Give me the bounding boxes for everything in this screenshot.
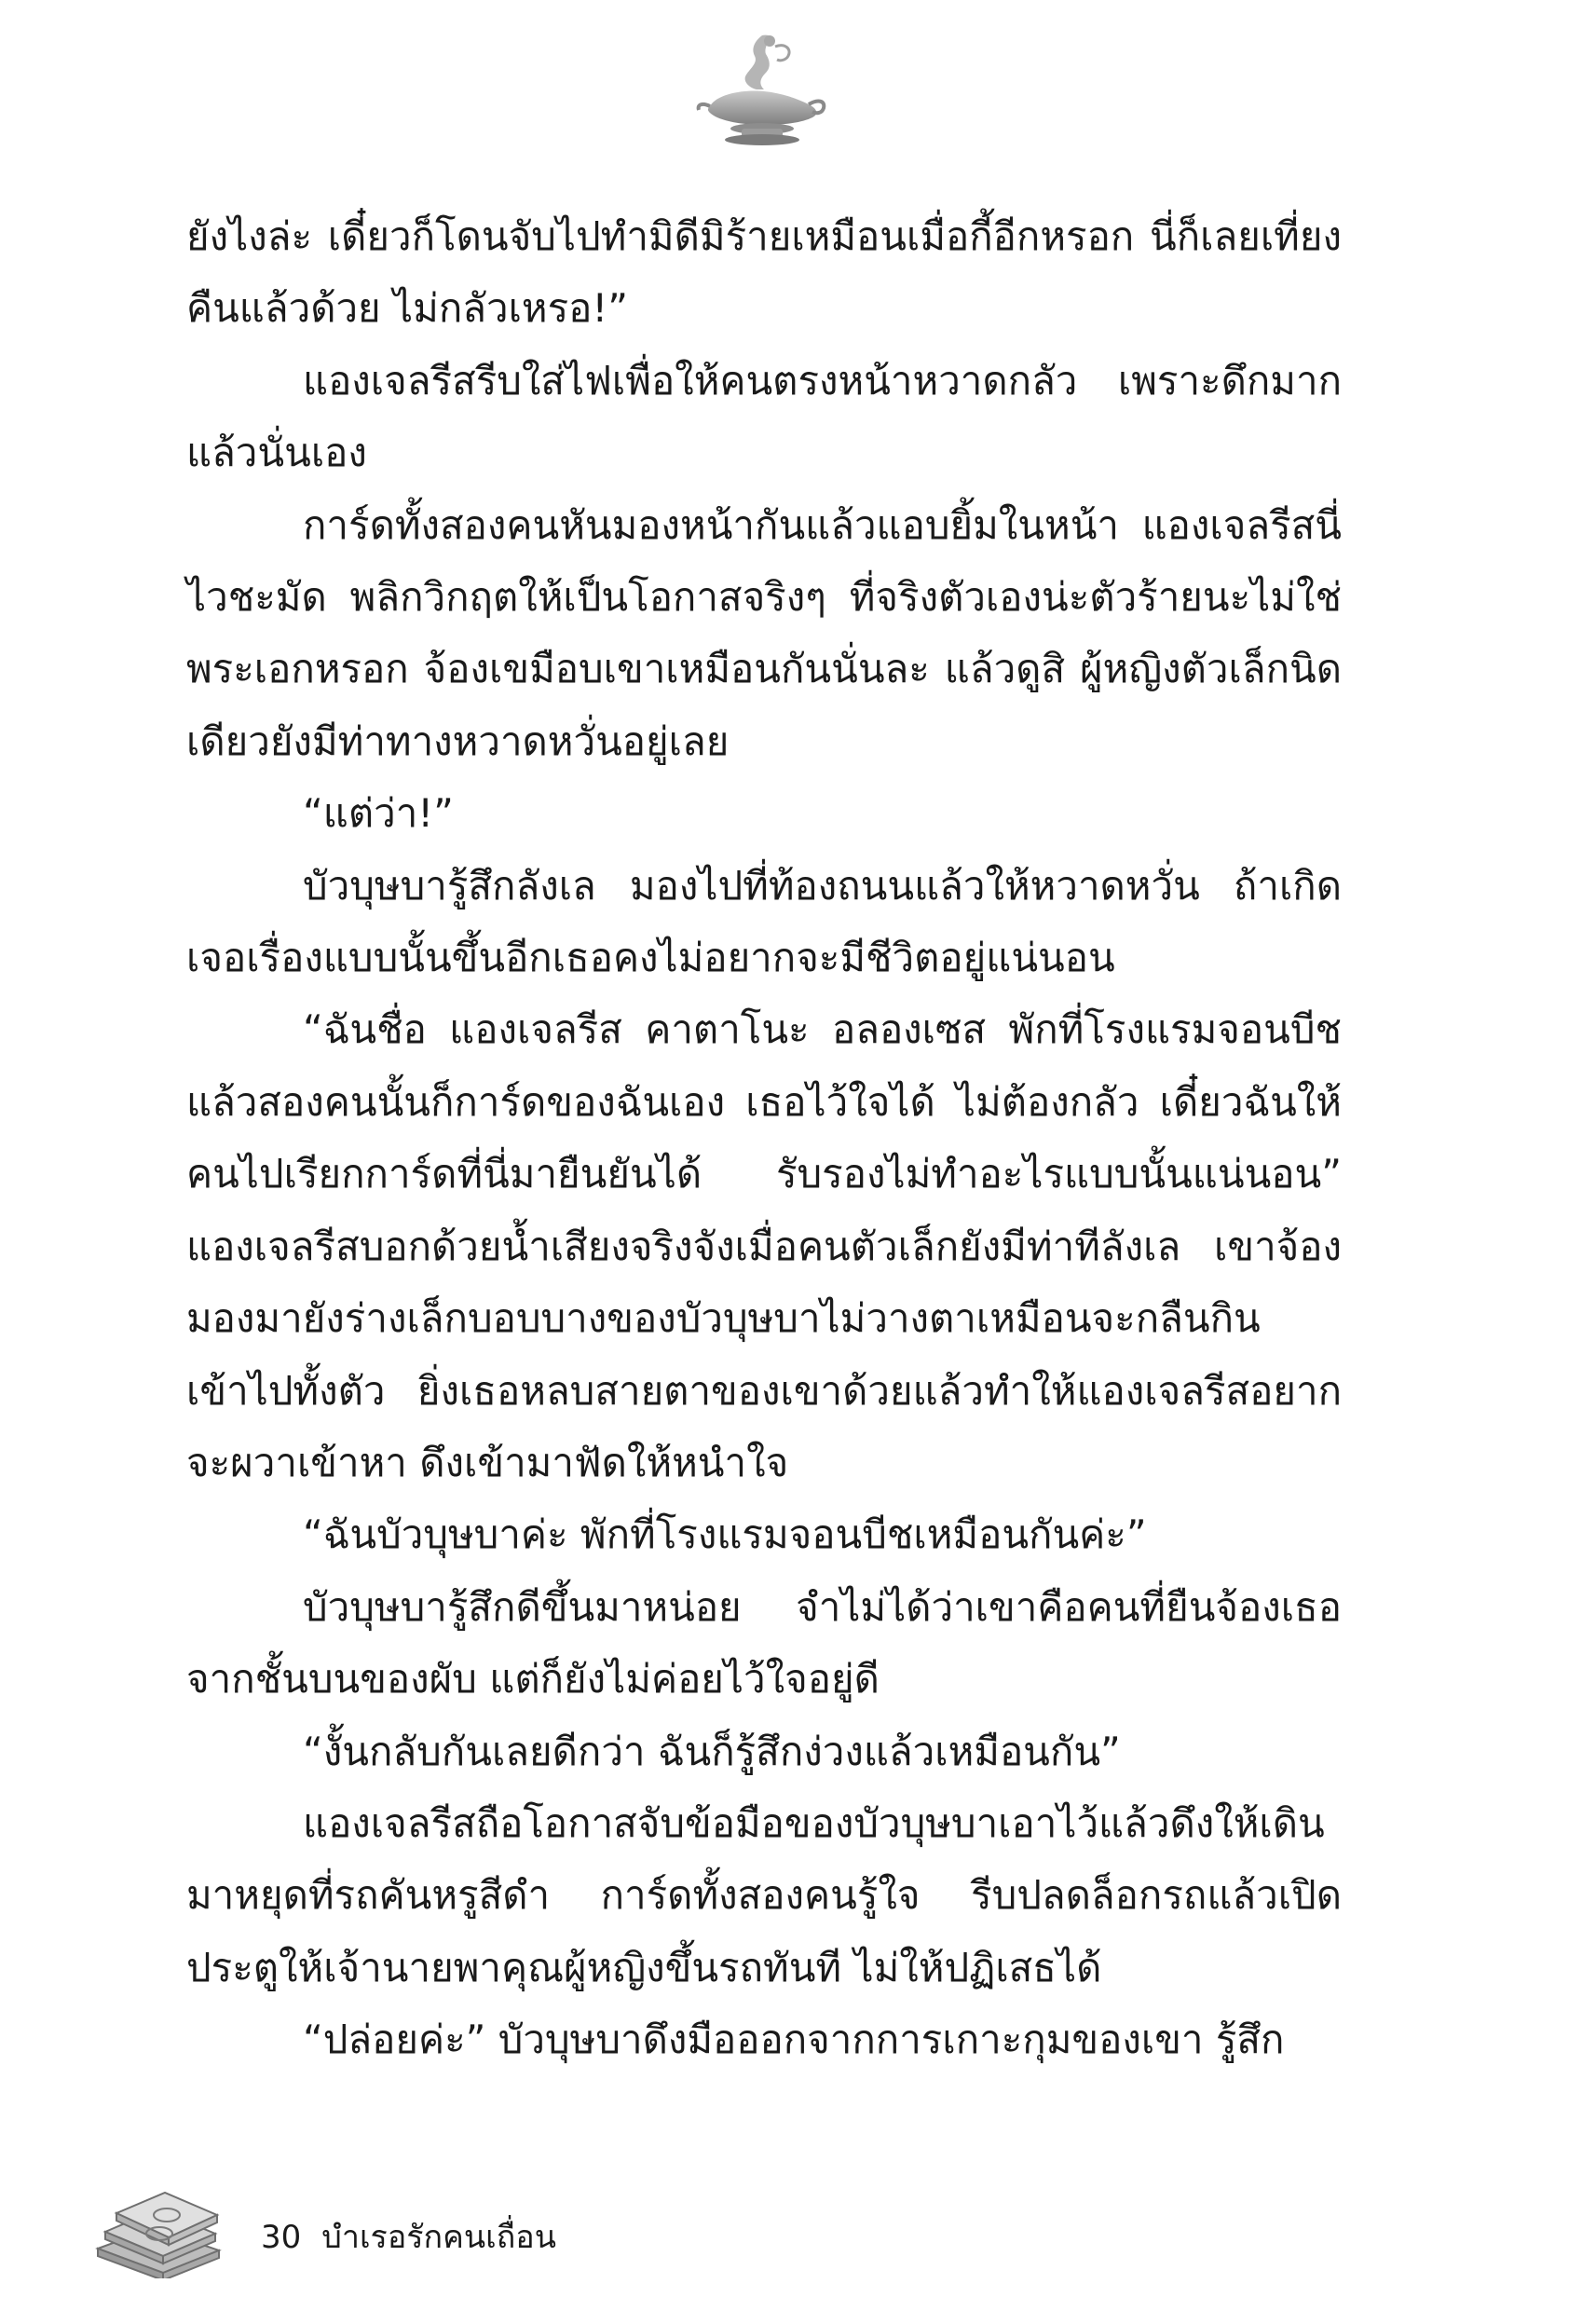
page-number: 30	[261, 2219, 302, 2256]
page-footer	[89, 2176, 648, 2278]
paragraph: “ฉันชื่อ แองเจลรีส คาตาโนะ อลองเซส พักที่โรงแรมจอนบีช แล้วสองคนนั้นก็การ์ดของฉันเอง เธอไว้ใจได้ ไม่ต้องกลัว เดี๋ยวฉันให้คนไปเรียกการ์ดที่นี่มายืนยันได้ รับรองไม่ทำอะไรแบบนั้นแน่นอน” แองเจลรีสบอกด้วยน้ำเสียงจริงจังเมื่อคนตัวเล็กยังมีท่าทีลังเล เขาจ้องมองมายังร่างเล็กบอบบางของบัวบุษบาไม่วางตาเหมือนจะกลืนกินเข้าไปทั้งตัว ยิ่งเธอหลบสายตาของเขาด้วยแล้วทำให้แองเจลรีสอยากจะผวาเข้าหา ดึงเข้ามาฟัดให้หนำใจ	[186, 1006, 1342, 1485]
paragraph: แองเจลรีสรีบใส่ไฟเพื่อให้คนตรงหน้าหวาดกลัว เพราะดึกมากแล้วนั่นเอง	[186, 357, 1342, 476]
paragraph: “งั้นกลับกันเลยดีกว่า ฉันก็รู้สึกง่วงแล้วเหมือนกัน”	[303, 1728, 1121, 1774]
paragraph: การ์ดทั้งสองคนหันมองหน้ากันแล้วแอบยิ้มในหน้า แองเจลรีสนี่ไวชะมัด พลิกวิกฤตให้เป็นโอกาสจริงๆ ที่จริงตัวเองน่ะตัวร้ายนะไม่ใช่พระเอกหรอก จ้องเขมือบเขาเหมือนกันนั่นละ แล้วดูสิ ผู้หญิงตัวเล็กนิดเดียวยังมีท่าทางหวาดหวั่นอยู่เลย	[186, 501, 1342, 764]
paragraph: บัวบุษบารู้สึกลังเล มองไปที่ท้องถนนแล้วให้หวาดหวั่น ถ้าเกิดเจอเรื่องแบบนั้นขึ้นอีกเธอคงไม่อยากจะมีชีวิตอยู่แน่นอน	[186, 862, 1342, 981]
book-title: บำเรอรักคนเถื่อน	[321, 2219, 556, 2256]
paragraph: แองเจลรีสถือโอกาสจับข้อมือของบัวบุษบาเอาไว้แล้วดึงให้เดินมาหยุดที่รถคันหรูสีดำ การ์ดทั้งสองคนรู้ใจ รีบปลดล็อกรถแล้วเปิดประตูให้เจ้านายพาคุณผู้หญิงขึ้นรถทันที ไม่ให้ปฏิเสธได้	[186, 1799, 1342, 1990]
paragraph: ยังไงล่ะ เดี๋ยวก็โดนจับไปทำมิดีมิร้ายเหมือนเมื่อกี้อีกหรอก นี่ก็เลยเที่ยงคืนแล้วด้วย ไม่กลัวเหรอ!”	[186, 213, 1342, 332]
money-stack-icon	[89, 2176, 228, 2278]
lamp-emblem-icon	[689, 28, 829, 149]
paragraph: “แต่ว่า!”	[303, 790, 454, 837]
footer-text	[261, 2211, 556, 2262]
paragraph: “ปล่อยค่ะ” บัวบุษบาดึงมือออกจากการเกาะกุมของเขา รู้สึก	[303, 2017, 1285, 2063]
paragraph: “ฉันบัวบุษบาค่ะ พักที่โรงแรมจอนบีชเหมือนกันค่ะ”	[303, 1511, 1147, 1558]
body-text	[186, 200, 1342, 2076]
paragraph: บัวบุษบารู้สึกดีขึ้นมาหน่อย จำไม่ได้ว่าเขาคือคนที่ยืนจ้องเธอจากชั้นบนของผับ แต่ก็ยังไม่ค่อยไว้ใจอยู่ดี	[186, 1583, 1342, 1702]
